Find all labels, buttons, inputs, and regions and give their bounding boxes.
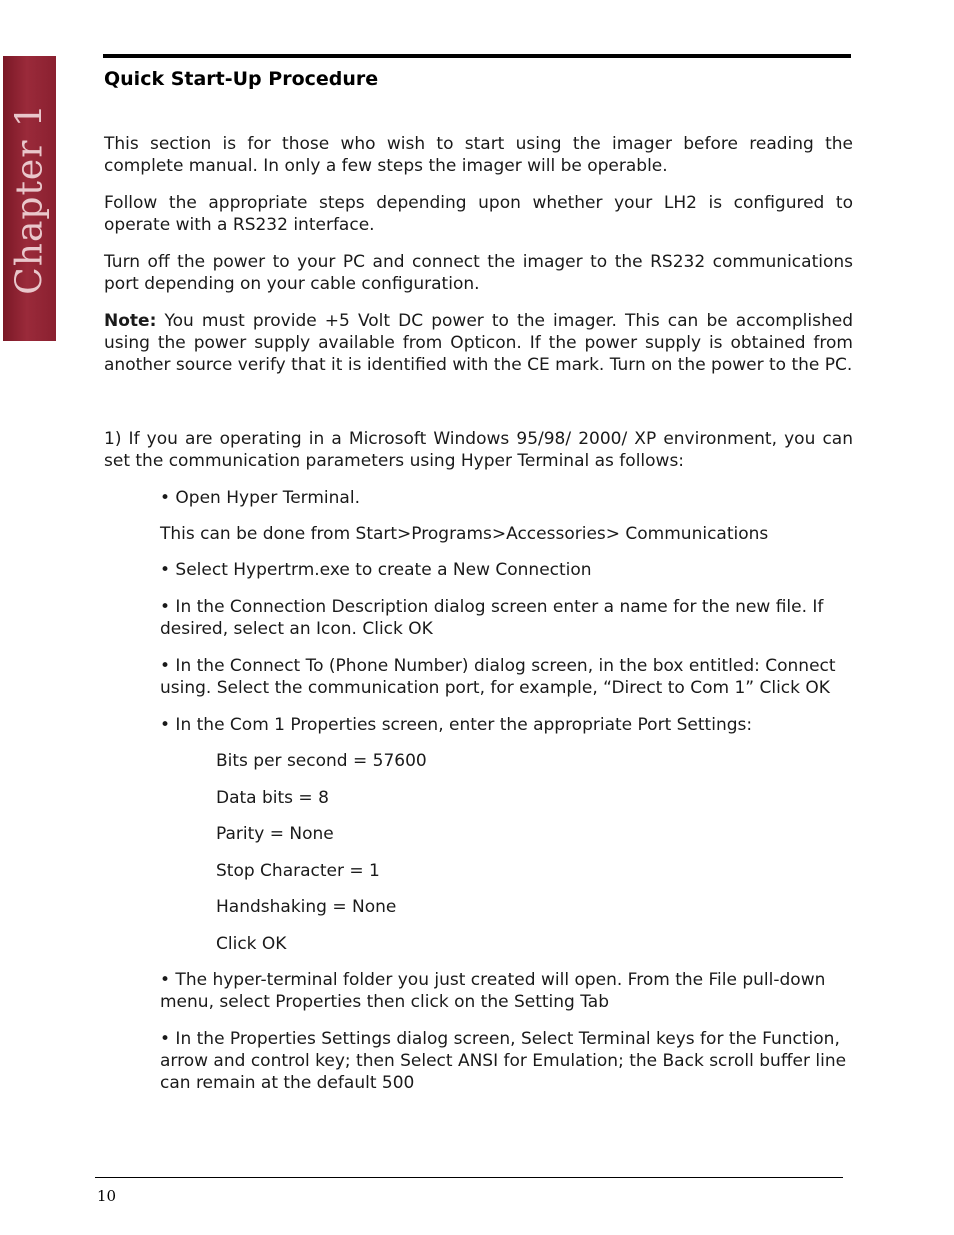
port-setting: Handshaking = None [216,897,397,917]
port-setting: Bits per second = 57600 [216,751,427,771]
port-setting: Parity = None [216,824,334,844]
port-setting: Data bits = 8 [216,788,329,808]
note-paragraph [104,310,853,376]
intro-paragraph-1: This section is for those who wish to start using the imager before reading the complete manual. In only a few steps the imager will be operable. [104,134,853,176]
step-item: • In the Properties Settings dialog screen, Select Terminal keys for the Function, arrow and control key; then Select ANSI for Emulation; the Back scroll buffer line can remain at the default 500 [160,1029,847,1093]
step-item: • In the Connection Description dialog screen enter a name for the new file. If desired, select an Icon. Click OK [160,597,824,639]
intro-paragraph-2: Follow the appropriate steps depending upon whether your LH2 is configured to operate with a RS232 interface. [104,193,853,235]
step-item: • Open Hyper Terminal. [160,488,360,508]
step-item: • In the Com 1 Properties screen, enter the appropriate Port Settings: [160,715,753,735]
intro-paragraph-3: Turn off the power to your PC and connect the imager to the RS232 communications port depending on your cable configuration. [104,252,853,294]
footer-rule [95,1177,843,1178]
step-item: • In the Connect To (Phone Number) dialog screen, in the box entitled: Connect using. Select the communication port, for example, “Direct to Com 1” Click OK [160,656,836,698]
port-setting: Stop Character = 1 [216,861,380,881]
page-number: 10 [97,1187,117,1205]
step-item: This can be done from Start>Programs>Accessories> Communications [160,524,769,544]
step-item: • Select Hypertrm.exe to create a New Connection [160,560,592,580]
section-heading: Quick Start-Up Procedure [104,68,379,90]
step-1-paragraph: 1) If you are operating in a Microsoft Windows 95/98/ 2000/ XP environment, you can set the communication parameters using Hyper Terminal as follows: [104,429,853,471]
chapter-tab [3,56,56,341]
note-text: You must provide +5 Volt DC power to the imager. This can be accomplished using the power supply available from Opticon. If the power supply is obtained from another source verify that it is identified with the CE mark. Turn on the power to the PC. [104,311,853,375]
note-label: Note: [104,311,157,331]
header-rule [103,54,851,58]
step-item: • The hyper-terminal folder you just created will open. From the File pull-down menu, select Properties then click on the Setting Tab [160,970,826,1012]
chapter-label: Chapter 1 [9,102,50,295]
port-setting: Click OK [216,934,287,954]
